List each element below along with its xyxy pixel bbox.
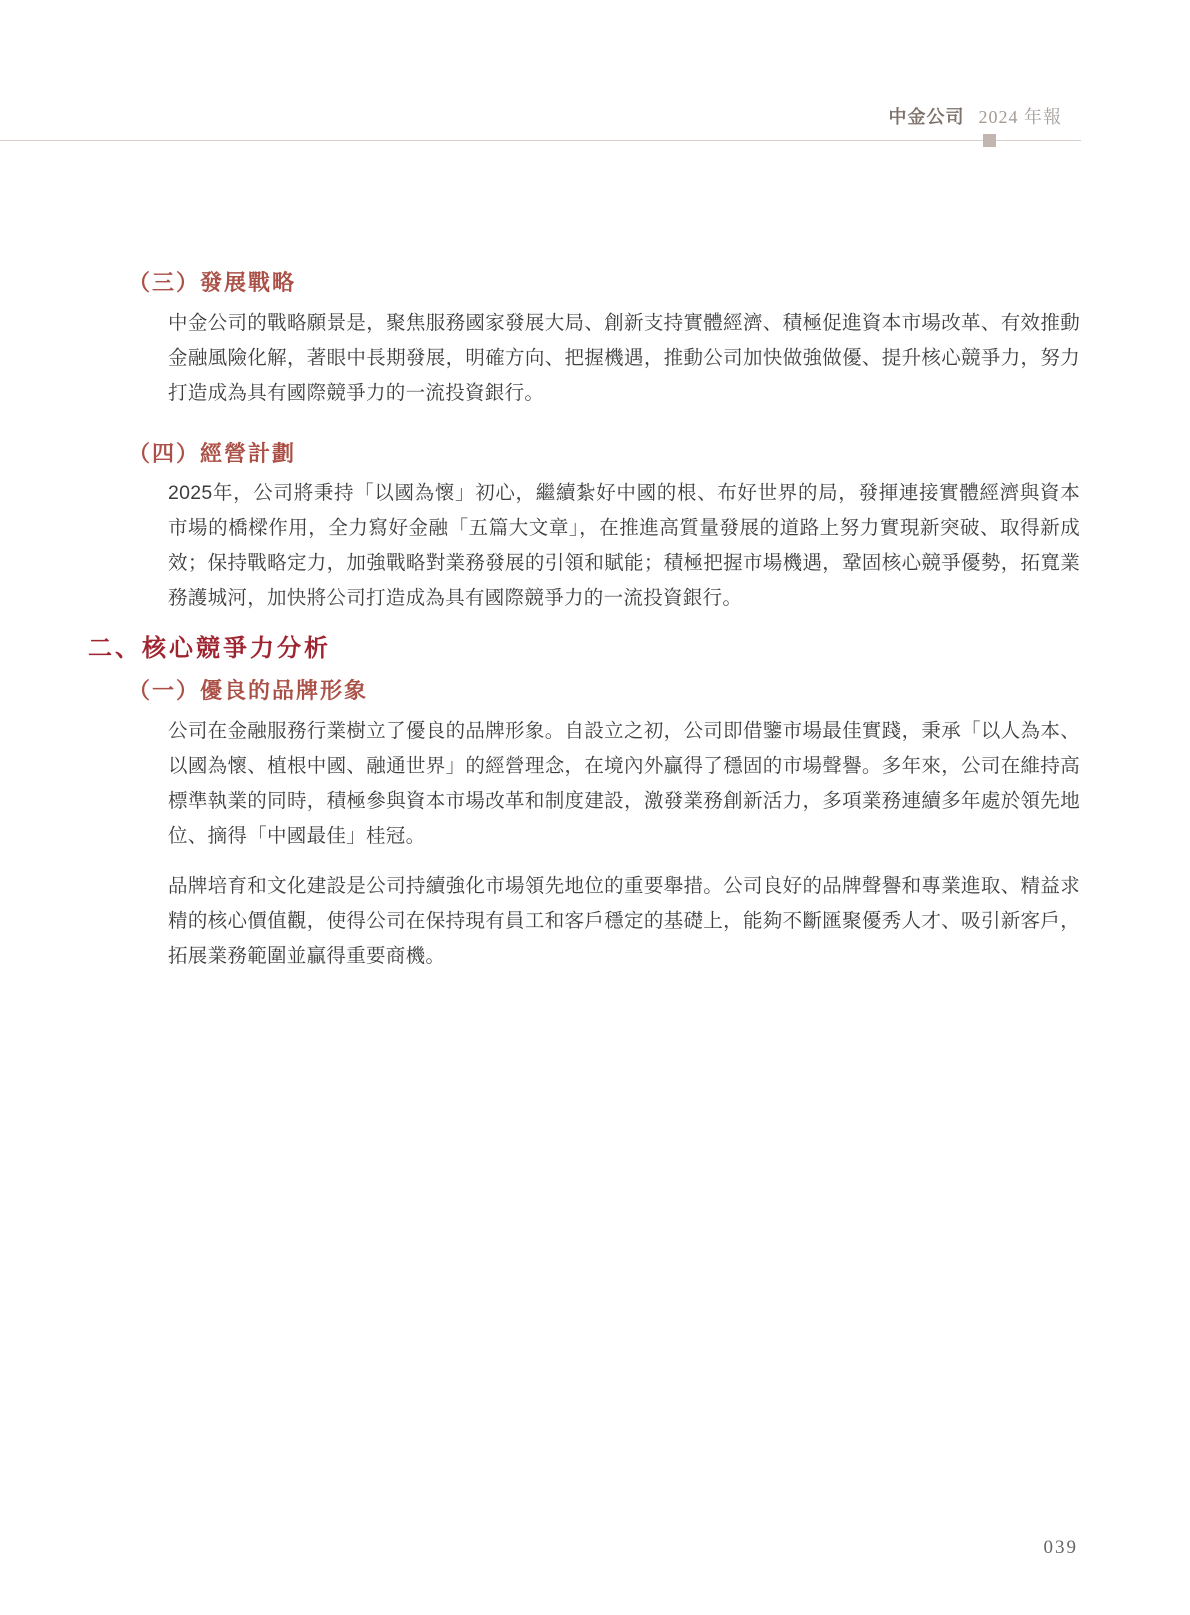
- section-heading-development-strategy: （三）發展戰略: [128, 270, 297, 295]
- header-divider-square-marker: [983, 134, 996, 147]
- paragraph-business-plan: 2025年，公司將秉持「以國為懷」初心，繼續紮好中國的根、布好世界的局，發揮連接實體經濟與資本市場的橋樑作用，全力寫好金融「五篇大文章」，在推進高質量發展的道路上努力實現新突破、取得新成效；保持戰略定力，加強戰略對業務發展的引領和賦能；積極把握市場機遇，鞏固核心競爭優勢，拓寬業務護城河，加快將公司打造成為具有國際競爭力的一流投資銀行。: [168, 482, 1080, 609]
- header-divider-line: [0, 140, 1081, 141]
- paragraph-brand-image-2: 品牌培育和文化建設是公司持續強化市場領先地位的重要舉措。公司良好的品牌聲譽和專業進取、精益求精的核心價值觀，使得公司在保持現有員工和客戶穩定的基礎上，能夠不斷匯聚優秀人才、吸引新客戶，拓展業務範圍並贏得重要商機。: [168, 875, 1080, 967]
- header-company-name: 中金公司: [888, 107, 965, 127]
- page-number: 039: [1043, 1537, 1078, 1558]
- section-heading-business-plan: （四）經營計劃: [128, 441, 297, 466]
- paragraph-brand-image-1: 公司在金融服務行業樹立了優良的品牌形象。自設立之初，公司即借鑒市場最佳實踐，秉承「以人為本、以國為懷、植根中國、融通世界」的經營理念，在境內外贏得了穩固的市場聲譽。多年來，公司在維持高標準執業的同時，積極參與資本市場改革和制度建設，激發業務創新活力，多項業務連續多年處於領先地位、摘得「中國最佳」桂冠。: [168, 720, 1080, 847]
- page-header: [889, 103, 1063, 129]
- section-heading-brand-image: （一）優良的品牌形象: [128, 678, 369, 703]
- paragraph-development-strategy: 中金公司的戰略願景是，聚焦服務國家發展大局、創新支持實體經濟、積極促進資本市場改革、有效推動金融風險化解，著眼中長期發展，明確方向、把握機遇，推動公司加快做強做優、提升核心競爭力，努力打造成為具有國際競爭力的一流投資銀行。: [168, 312, 1080, 404]
- header-report-year: 2024 年報: [978, 107, 1062, 127]
- chapter-heading-core-competitiveness: 二、核心競爭力分析: [88, 635, 331, 662]
